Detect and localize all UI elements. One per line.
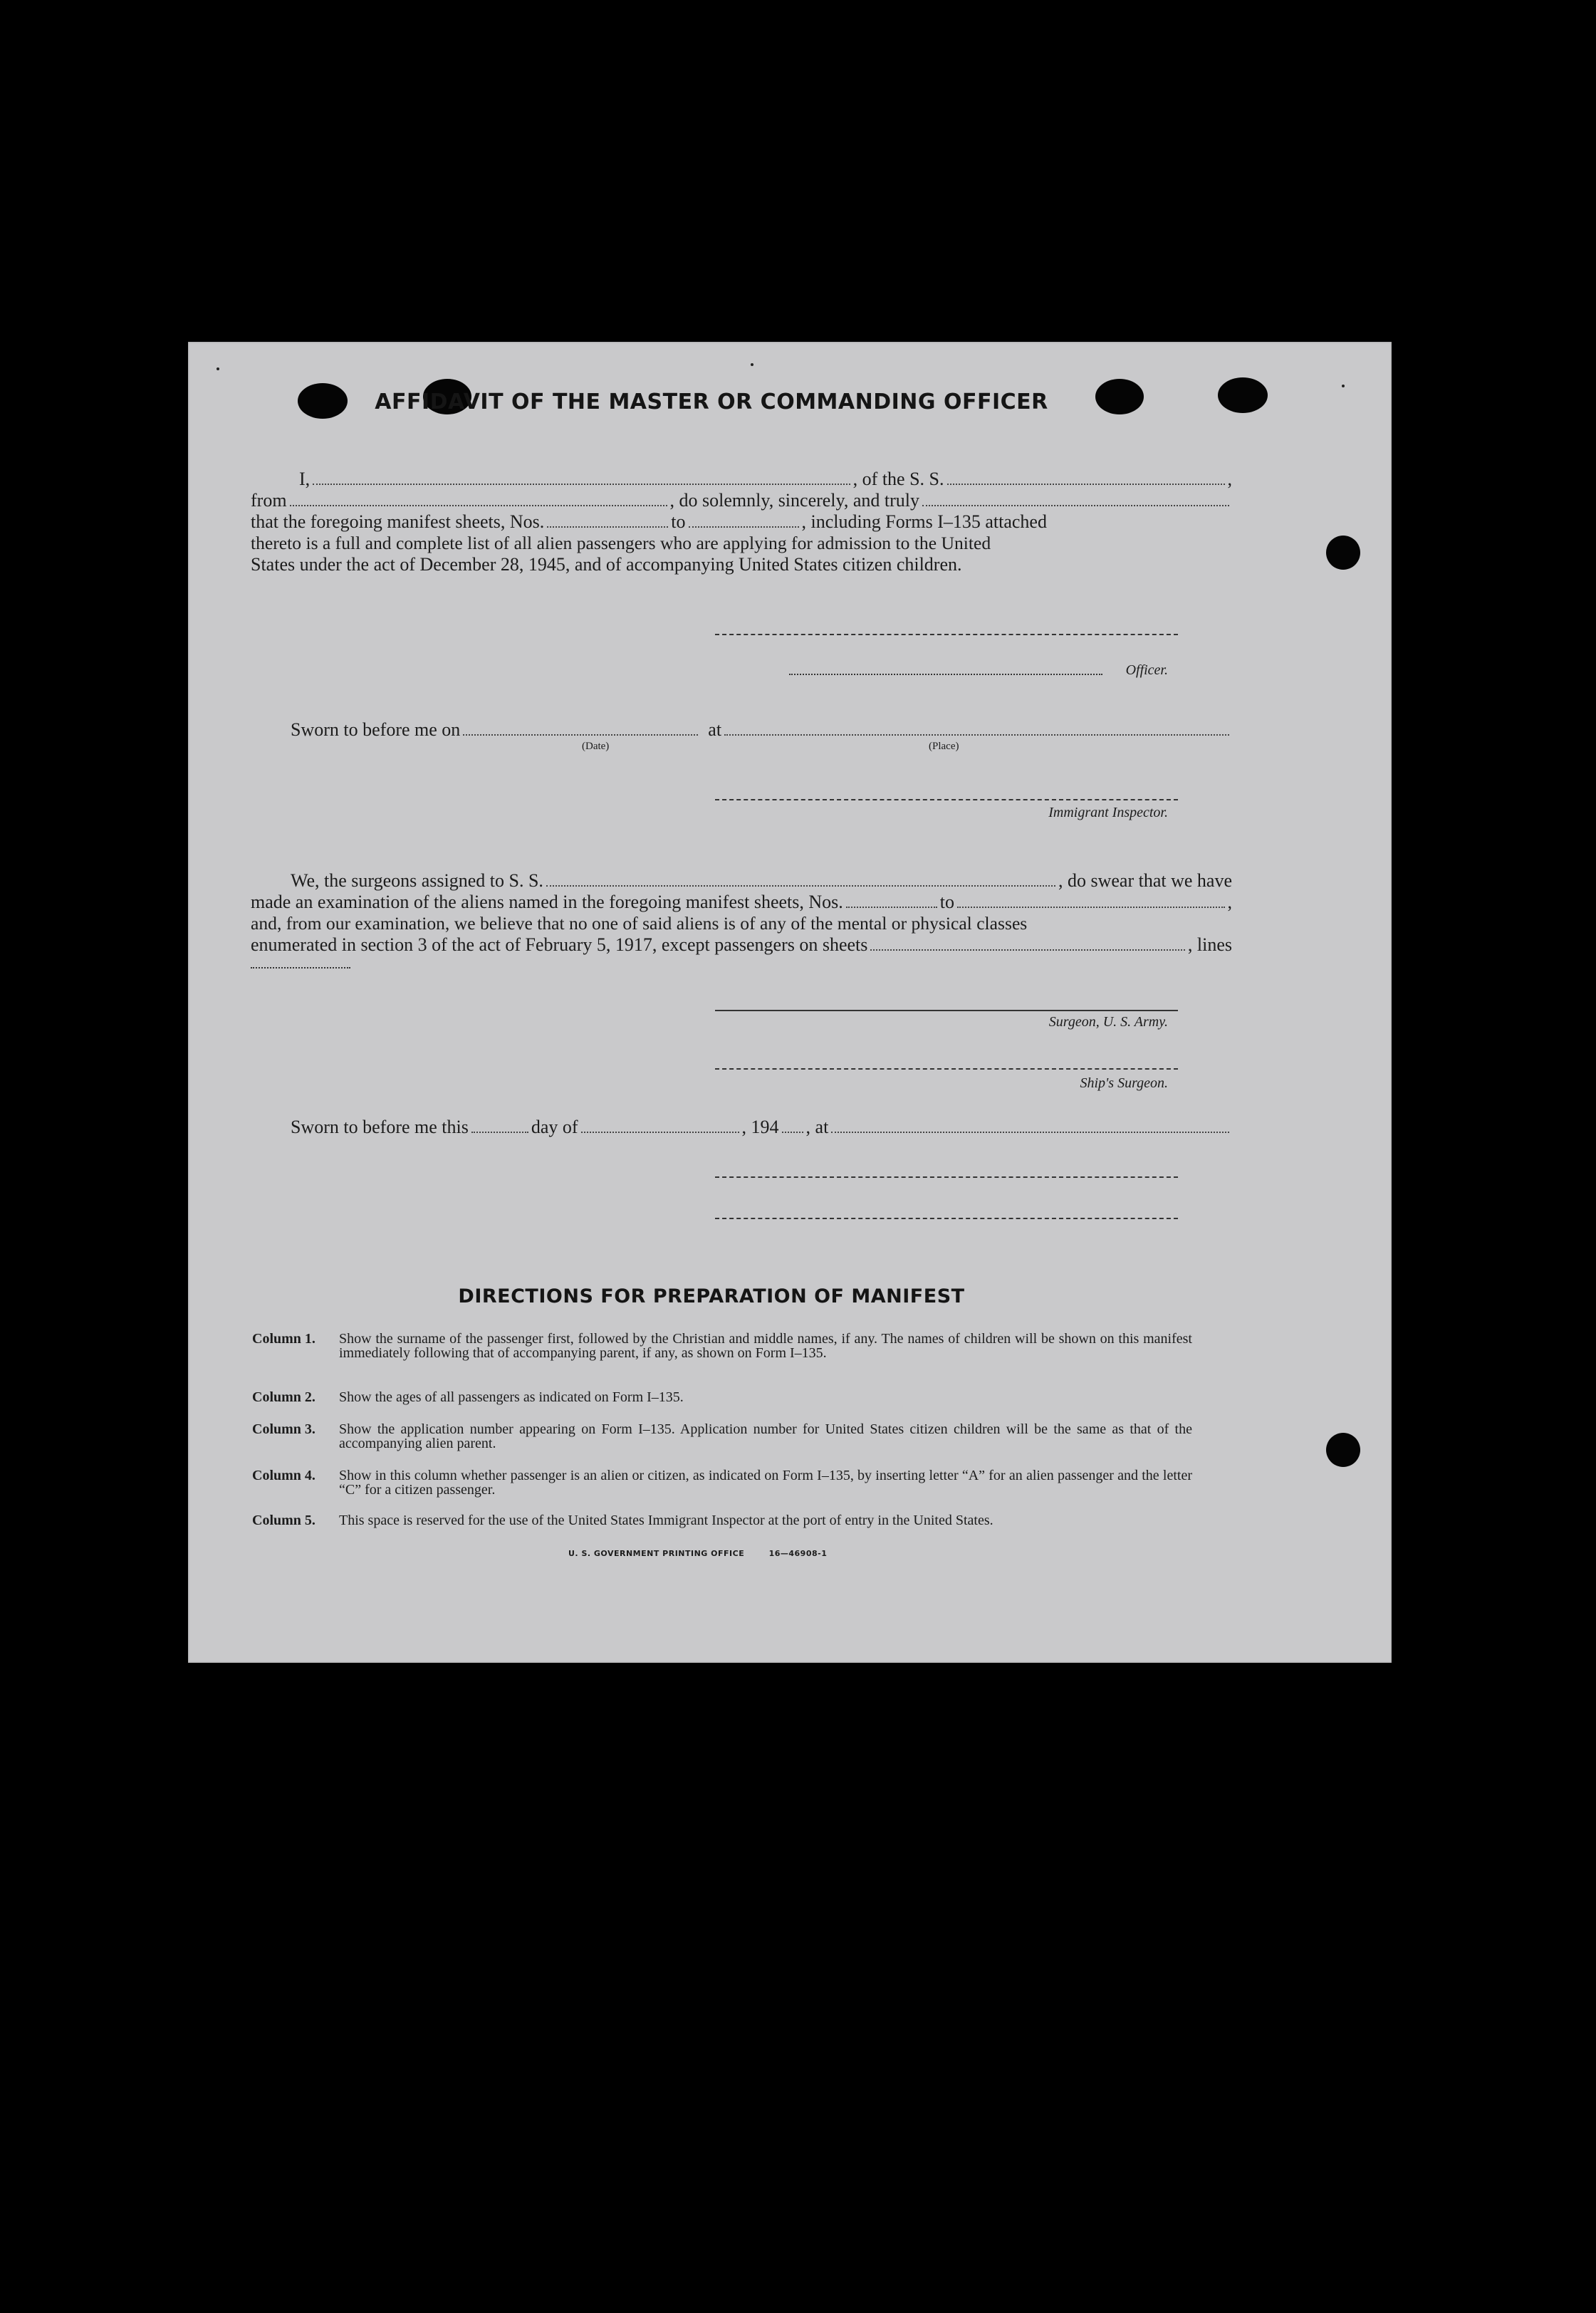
port-from-field[interactable] bbox=[290, 491, 667, 506]
official-signature-line[interactable] bbox=[715, 1176, 1178, 1178]
except-lines-field[interactable] bbox=[251, 967, 350, 968]
sworn-year-field[interactable] bbox=[782, 1117, 803, 1133]
sworn-month-field[interactable] bbox=[581, 1117, 739, 1133]
direction-row: Column 3. Show the application number appearing on Form I–135. Application number for United States citizen children will be the same as that of the accompanying alien parent. bbox=[252, 1421, 1192, 1451]
surgeons-line-2: made an examination of the aliens named in the foregoing manifest sheets, Nos. to , bbox=[251, 892, 1232, 912]
form-code: 16—46908-1 bbox=[768, 1549, 828, 1558]
surgeons-line-3: and, from our examination, we believe that no one of said aliens is of any of the mental or physical classes bbox=[251, 913, 1028, 934]
printer-name: U. S. GOVERNMENT PRINTING OFFICE bbox=[568, 1549, 745, 1558]
sheets-to-field[interactable] bbox=[689, 512, 799, 528]
punch-hole bbox=[1326, 536, 1360, 570]
army-surgeon-caption: Surgeon, U. S. Army. bbox=[1048, 1014, 1168, 1030]
official-title-line[interactable] bbox=[715, 1218, 1178, 1219]
sworn-line-2: Sworn to before me this day of , 194 , at bbox=[291, 1117, 1232, 1138]
exam-sheets-from-field[interactable] bbox=[846, 892, 937, 908]
place-caption: (Place) bbox=[929, 741, 959, 752]
exam-sheets-to-field[interactable] bbox=[957, 892, 1225, 908]
printer-footer bbox=[568, 1549, 827, 1558]
punch-hole bbox=[1326, 1433, 1360, 1467]
affidavit-line-4: thereto is a full and complete list of all alien passengers who are applying for admission to the United bbox=[251, 533, 991, 553]
ship-name-field[interactable] bbox=[947, 469, 1225, 485]
inspector-caption: Immigrant Inspector. bbox=[1048, 805, 1168, 820]
direction-row: Column 5. This space is reserved for the use of the United States Immigrant Inspector at the port of entry in the United States. bbox=[252, 1513, 993, 1528]
affidavit-line-3: that the foregoing manifest sheets, Nos. to , including Forms I–135 attached bbox=[251, 511, 1047, 532]
army-surgeon-signature-line[interactable] bbox=[715, 1010, 1178, 1011]
signature-line[interactable] bbox=[715, 634, 1178, 635]
officer-caption: Officer. bbox=[1125, 662, 1168, 678]
form-page bbox=[188, 342, 1392, 1663]
sheets-from-field[interactable] bbox=[547, 512, 668, 528]
officer-signature-line[interactable] bbox=[789, 674, 1102, 675]
surgeons-line-1: We, the surgeons assigned to S. S. , do swear that we have bbox=[291, 870, 1232, 891]
sworn-date-field[interactable] bbox=[463, 720, 698, 736]
direction-row: Column 4. Show in this column whether passenger is an alien or citizen, as indicated on Form I–135, by inserting letter “A” for an alien passenger and the letter “C” for a citizen passenger. bbox=[252, 1468, 1192, 1498]
ship-surgeon-signature-line[interactable] bbox=[715, 1068, 1178, 1070]
direction-row: Column 1. Show the surname of the passenger first, followed by the Christian and middle names, if any. The names of children will be shown on this manifest immediately following that of accompanying parent, if any, as shown on Form I–135. bbox=[252, 1331, 1192, 1361]
affidavit-line-1: I, , of the S. S. , bbox=[299, 469, 1232, 489]
direction-row: Column 2. Show the ages of all passengers as indicated on Form I–135. bbox=[252, 1389, 684, 1405]
date-caption: (Date) bbox=[582, 741, 610, 752]
sworn-place-field[interactable] bbox=[724, 720, 1229, 736]
ship-surgeon-caption: Ship's Surgeon. bbox=[1080, 1075, 1168, 1091]
inspector-signature-line[interactable] bbox=[715, 799, 1178, 800]
affidavit-line-5: States under the act of December 28, 1945, and of accompanying United States citizen children. bbox=[251, 554, 962, 575]
sworn-line-1: Sworn to before me on at bbox=[291, 719, 1232, 741]
sworn-day-field[interactable] bbox=[471, 1117, 528, 1133]
affidavit-line-2: from , do solemnly, sincerely, and truly bbox=[251, 490, 1232, 511]
except-sheets-field[interactable] bbox=[870, 935, 1184, 951]
surgeons-ship-field[interactable] bbox=[546, 871, 1055, 887]
master-name-field[interactable] bbox=[313, 469, 850, 485]
sworn-at-field[interactable] bbox=[831, 1117, 1229, 1133]
surgeons-line-4: enumerated in section 3 of the act of February 5, 1917, except passengers on sheets , lines bbox=[251, 934, 1232, 955]
directions-title: DIRECTIONS FOR PREPARATION OF MANIFEST bbox=[458, 1285, 965, 1307]
affidavit-title: AFFIDAVIT OF THE MASTER OR COMMANDING OFFICER bbox=[375, 390, 1048, 414]
